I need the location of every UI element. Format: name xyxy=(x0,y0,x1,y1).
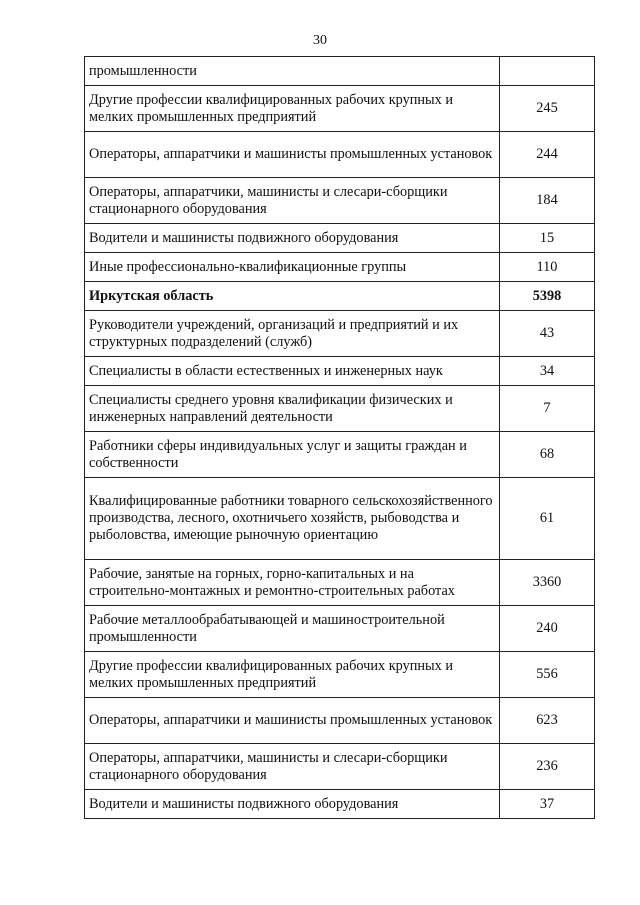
table-row xyxy=(85,224,595,253)
occupation-name-cell: Операторы, аппаратчики, машинисты и слесари-сборщики стационарного оборудования xyxy=(85,178,500,224)
occupation-name-cell: Рабочие, занятые на горных, горно-капитальных и на строительно-монтажных и ремонтно-строительных работах xyxy=(85,560,500,606)
table-row xyxy=(85,357,595,386)
table-row xyxy=(85,560,595,606)
table-row xyxy=(85,432,595,478)
occupation-name-cell: Операторы, аппаратчики и машинисты промышленных установок xyxy=(85,132,500,178)
occupation-name-cell: Рабочие металлообрабатывающей и машиностроительной промышленности xyxy=(85,606,500,652)
occupation-name-cell: Работники сферы индивидуальных услуг и защиты граждан и собственности xyxy=(85,432,500,478)
count-cell: 61 xyxy=(500,478,595,560)
occupation-name-cell: Операторы, аппаратчики, машинисты и слесари-сборщики стационарного оборудования xyxy=(85,744,500,790)
table-row xyxy=(85,606,595,652)
table-row xyxy=(85,478,595,560)
occupation-name-cell: Иные профессионально-квалификационные группы xyxy=(85,253,500,282)
occupation-name-cell: Квалифицированные работники товарного сельскохозяйственного производства, лесного, охотничьего хозяйств, рыбоводства и рыболовства, имеющие рыночную ориентацию xyxy=(85,478,500,560)
region-name-cell: Иркутская область xyxy=(85,282,500,311)
count-cell: 3360 xyxy=(500,560,595,606)
count-cell: 110 xyxy=(500,253,595,282)
count-cell: 15 xyxy=(500,224,595,253)
table-row xyxy=(85,386,595,432)
count-cell: 240 xyxy=(500,606,595,652)
count-cell: 244 xyxy=(500,132,595,178)
region-total-cell: 5398 xyxy=(500,282,595,311)
table-row xyxy=(85,698,595,744)
occupation-name-cell: Водители и машинисты подвижного оборудования xyxy=(85,224,500,253)
occupation-name-cell: Специалисты среднего уровня квалификации физических и инженерных направлений деятельности xyxy=(85,386,500,432)
count-cell: 34 xyxy=(500,357,595,386)
occupation-name-cell: Другие профессии квалифицированных рабочих крупных и мелких промышленных предприятий xyxy=(85,86,500,132)
table-row xyxy=(85,57,595,86)
occupation-name-cell: Руководители учреждений, организаций и предприятий и их структурных подразделений (служб) xyxy=(85,311,500,357)
table-row-region-total xyxy=(85,282,595,311)
count-cell: 236 xyxy=(500,744,595,790)
occupation-name-cell: Операторы, аппаратчики и машинисты промышленных установок xyxy=(85,698,500,744)
count-cell: 37 xyxy=(500,790,595,819)
count-cell xyxy=(500,57,595,86)
count-cell: 43 xyxy=(500,311,595,357)
count-cell: 556 xyxy=(500,652,595,698)
table-row xyxy=(85,253,595,282)
count-cell: 68 xyxy=(500,432,595,478)
count-cell: 245 xyxy=(500,86,595,132)
occupation-name-cell: Другие профессии квалифицированных рабочих крупных и мелких промышленных предприятий xyxy=(85,652,500,698)
count-cell: 7 xyxy=(500,386,595,432)
table-row xyxy=(85,790,595,819)
table-row xyxy=(85,86,595,132)
occupation-name-cell: промышленности xyxy=(85,57,500,86)
count-cell: 623 xyxy=(500,698,595,744)
table-row xyxy=(85,132,595,178)
occupation-name-cell: Специалисты в области естественных и инженерных наук xyxy=(85,357,500,386)
occupation-name-cell: Водители и машинисты подвижного оборудования xyxy=(85,790,500,819)
table-row xyxy=(85,652,595,698)
occupation-table xyxy=(84,56,595,819)
table-row xyxy=(85,311,595,357)
page-number: 30 xyxy=(313,33,327,48)
count-cell: 184 xyxy=(500,178,595,224)
table-row xyxy=(85,178,595,224)
table-row xyxy=(85,744,595,790)
